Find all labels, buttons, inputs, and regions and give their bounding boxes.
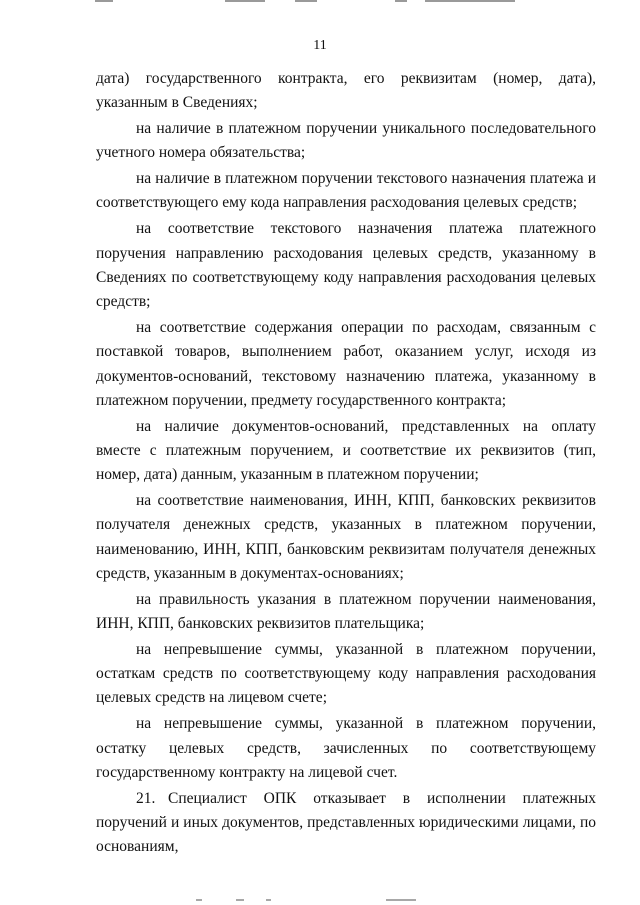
scan-artifact-bottom [196,899,446,902]
paragraph: на соответствие содержания операции по расходам, связанным с поставкой товаров, выполнением работ, оказанием услуг, исходя из документов-оснований, текстовому назначению платежа, указанному в платежном поручении, предмету государственного контракта; [96,318,596,409]
scan-artifact-top [95,0,545,3]
numbered-item [96,787,596,860]
paragraph: на соответствие наименования, ИНН, КПП, банковских реквизитов получателя денежных средств, указанных в платежном поручении, наименованию, ИНН, КПП, банковским реквизитам получателя денежных средств, указанным в документах-основаниях; [96,492,596,582]
item-number: 21. [136,789,156,807]
item-text: Специалист ОПК отказывает в исполнении платежных поручений и иных документов, представленных юридическими лицами, по основаниям, [96,789,596,856]
paragraph: на наличие в платежном поручении уникального последовательного учетного номера обязательства; [96,120,596,162]
page-number: 11 [313,38,327,53]
paragraph: на непревышение суммы, указанной в платежном поручении, остаткам средств по соответствующему коду направления расходования целевых средств на лицевом счете; [96,640,596,707]
paragraph: на непревышение суммы, указанной в платежном поручении, остатку целевых средств, зачисленных по соответствующему государственному контракту на лицевой счет. [96,715,596,781]
paragraph: на соответствие текстового назначения платежа платежного поручения направлению расходования целевых средств, указанному в Сведениях по соответствующему коду направления расходования целевых средств; [96,220,596,311]
paragraph: на наличие в платежном поручении текстового назначения платежа и соответствующего ему кода направления расходования целевых средств; [96,170,596,212]
paragraph: на правильность указания в платежном поручении наименования, ИНН, КПП, банковских реквизитов плательщика; [96,590,596,633]
paragraph: на наличие документов-оснований, представленных на оплату вместе с платежным поручением, и соответствие их реквизитов (тип, номер, дата) данным, указанным в платежном поручении; [96,417,596,484]
paragraph: дата) государственного контракта, его реквизитам (номер, дата), указанным в Сведениях; [96,70,596,112]
document-body [96,67,596,861]
